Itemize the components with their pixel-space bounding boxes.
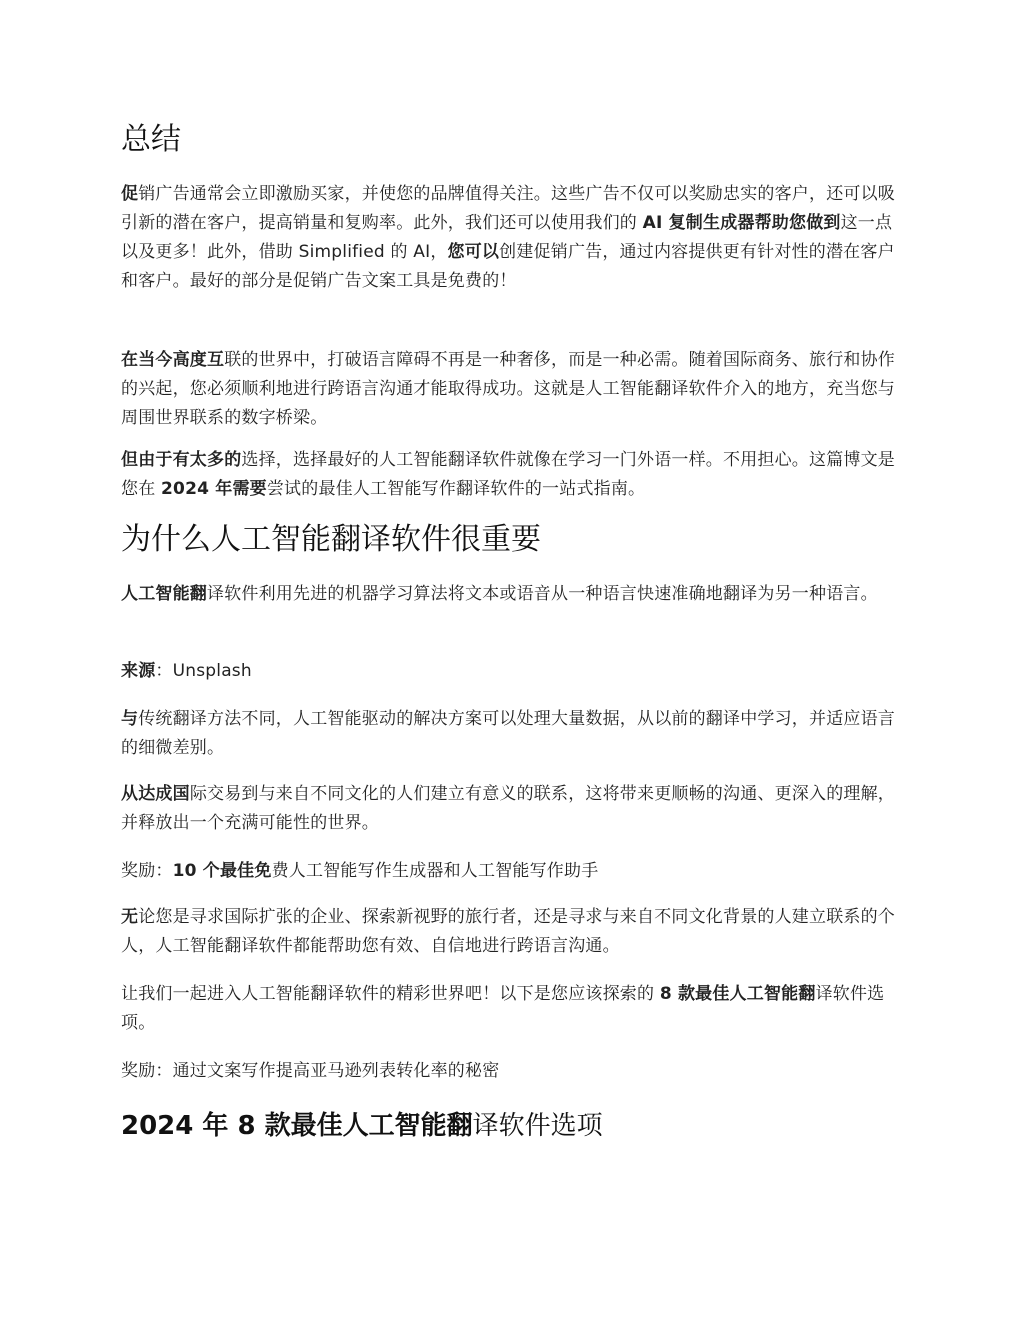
text-run: 奖励：通过文案写作提高亚马逊列表转化率的秘密 — [121, 1061, 500, 1081]
text-run: 费人工智能写作生成器和人工智能写作助手 — [271, 861, 599, 881]
text-run: 这一点以及更多！此外，借助 Simplified 的 AI， — [121, 213, 893, 262]
text-run: 际交易到与来自不同文化的人们建立有意义的联系，这将带来更顺畅的沟通、更深入的理解，并释放出一个充满可能性的世界。 — [121, 784, 896, 833]
paragraph-lets-explore — [121, 980, 907, 1038]
text-run: 奖励： — [121, 861, 173, 881]
text-run: 译软件利用先进的机器学习算法将文本或语音从一种语言快速准确地翻译为另一种语言。 — [207, 584, 878, 604]
bold-run: 2024 年 8 款最佳人工智能翻 — [121, 1111, 473, 1141]
bold-run: 与 — [121, 709, 139, 729]
text-run: 选择，选择最好的人工智能翻译软件就像在学习一门外语一样。不用担心。这篇博文是您在 — [121, 450, 896, 499]
text-run: 尝试的最佳人工智能写作翻译软件的一站式指南。 — [266, 479, 646, 499]
bold-run: 8 款最佳人工智能翻 — [659, 984, 816, 1004]
paragraph-guide-intro — [121, 446, 907, 504]
heading-why-important — [121, 520, 907, 560]
text-run: 译软件选项 — [472, 1111, 603, 1141]
text-run: 译软件选项。 — [121, 984, 885, 1033]
bold-run: 在当今高度互 — [121, 350, 225, 370]
text-run: 销广告通常会立即激励买家，并使您的品牌值得关注。这些广告不仅可以奖励忠实的客户，还可以吸引新的潜在客户，提高销量和复购率。此外，我们还可以使用我们的 — [121, 184, 896, 233]
bold-run: 2024 年需要 — [161, 479, 267, 499]
bold-run: 促 — [121, 184, 139, 204]
bold-run: 从达成国 — [121, 784, 190, 804]
paragraph-traditional-vs-ai — [121, 705, 907, 763]
paragraph-image-source — [121, 657, 907, 686]
paragraph-promo-ads — [121, 180, 907, 296]
bold-run: 来源 — [121, 661, 156, 681]
heading-why-text: 为什么人工智能翻译软件很重要 — [121, 522, 541, 557]
bold-run: 无 — [121, 907, 139, 927]
text-run: 创建促销广告，通过内容提供更有针对性的潜在客户和客户。最好的部分是促销广告文案工具是免费的！ — [121, 242, 895, 291]
paragraph-language-barriers — [121, 346, 907, 433]
text-run: 联的世界中，打破语言障碍不再是一种奢侈，而是一种必需。随着国际商务、旅行和协作的兴起，您必须顺利地进行跨语言沟通才能取得成功。这就是人工智能翻译软件介入的地方，充当您与周围世界联系的数字桥梁。 — [121, 350, 896, 428]
paragraph-ai-translation-definition — [121, 580, 907, 609]
paragraph-bonus-writing-tools — [121, 857, 907, 886]
bold-run: 您可以 — [447, 242, 500, 262]
text-run: 传统翻译方法不同，人工智能驱动的解决方案可以处理大量数据，从以前的翻译中学习，并适应语言的细微差别。 — [121, 709, 896, 758]
paragraph-who-benefits — [121, 903, 907, 961]
heading-summary — [121, 120, 907, 160]
paragraph-connections — [121, 780, 907, 838]
bold-run: AI 复制生成器帮助您做到 — [642, 213, 841, 233]
heading-summary-text: 总结 — [121, 122, 181, 157]
bold-run: 人工智能翻 — [121, 584, 207, 604]
text-run: 让我们一起进入人工智能翻译软件的精彩世界吧！以下是您应该探索的 — [121, 984, 660, 1004]
paragraph-bonus-amazon — [121, 1057, 907, 1086]
bold-run: 10 个最佳免 — [172, 861, 272, 881]
heading-best-options — [121, 1108, 907, 1144]
bold-run: 但由于有太多的 — [121, 450, 242, 470]
text-run: ：Unsplash — [155, 661, 252, 681]
text-run: 论您是寻求国际扩张的企业、探索新视野的旅行者，还是寻求与来自不同文化背景的人建立联系的个人，人工智能翻译软件都能帮助您有效、自信地进行跨语言沟通。 — [121, 907, 896, 956]
